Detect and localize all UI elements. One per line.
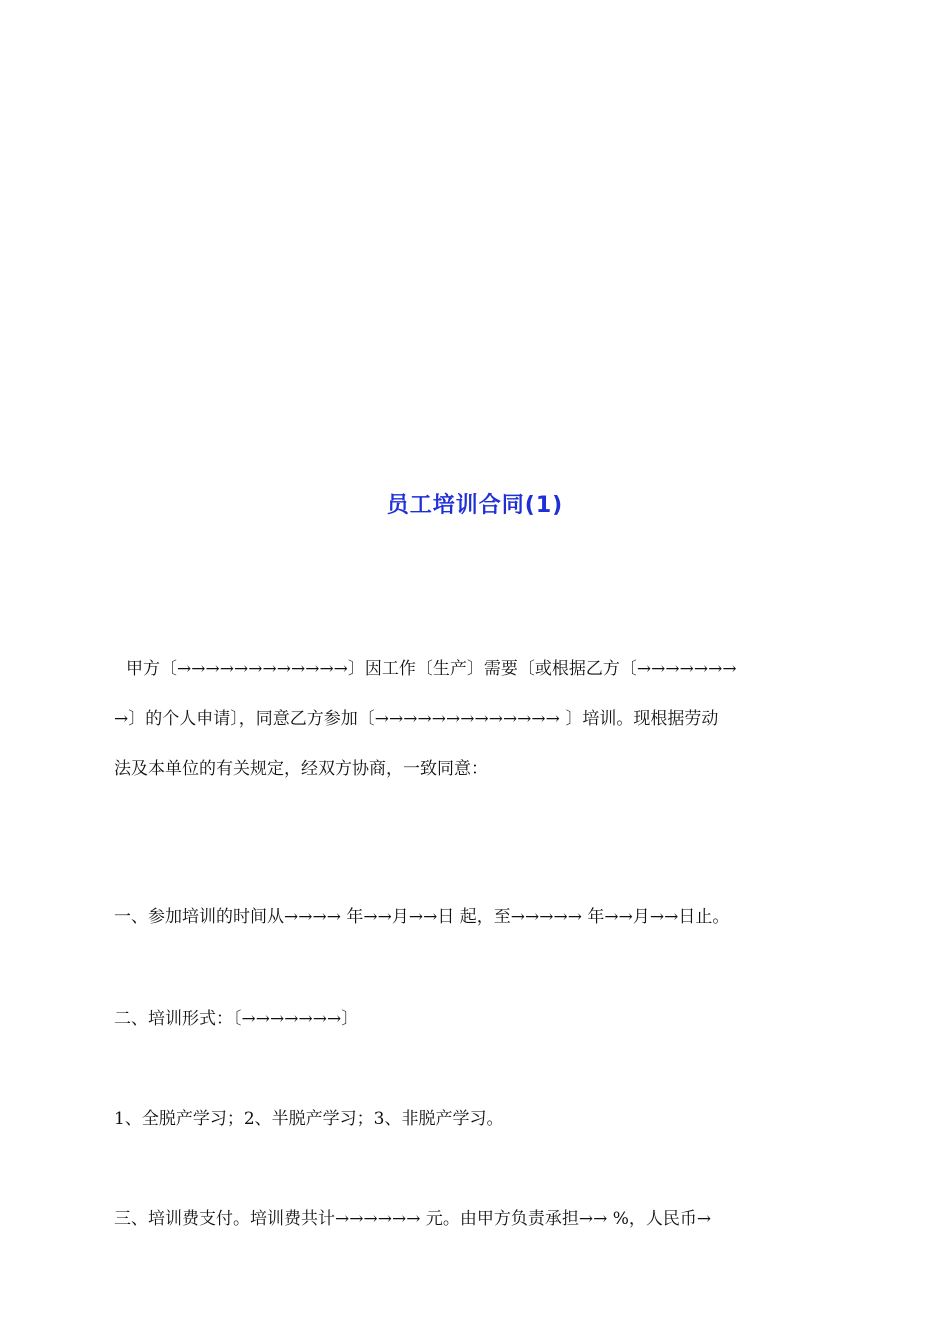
clause-training-form: 二、培训形式：〔→→→→→→→〕: [114, 1009, 359, 1029]
clause-training-fee: 三、培训费支付。培训费共计→→→→→→ 元。由甲方负责承担→→ %，人民币→: [114, 1209, 712, 1229]
document-title: 员工培训合同(1): [386, 493, 564, 518]
clause-training-period: 一、参加培训的时间从→→→→ 年→→月→→日 起，至→→→→→ 年→→月→→日止。: [114, 907, 730, 927]
intro-line-3: 法及本单位的有关规定，经双方协商，一致同意：: [114, 759, 488, 779]
intro-paragraph: [114, 644, 849, 794]
intro-line-1: 甲方〔→→→→→→→→→→→→〕因工作〔生产〕需要〔或根据乙方〔→→→→→→→: [126, 659, 737, 679]
intro-line-2: →〕的个人申请〕，同意乙方参加〔→→→→→→→→→→→→→ 〕培训。现根据劳动: [114, 709, 719, 729]
clause-form-options: 1、全脱产学习；2、半脱产学习；3、非脱产学习。: [114, 1109, 504, 1129]
